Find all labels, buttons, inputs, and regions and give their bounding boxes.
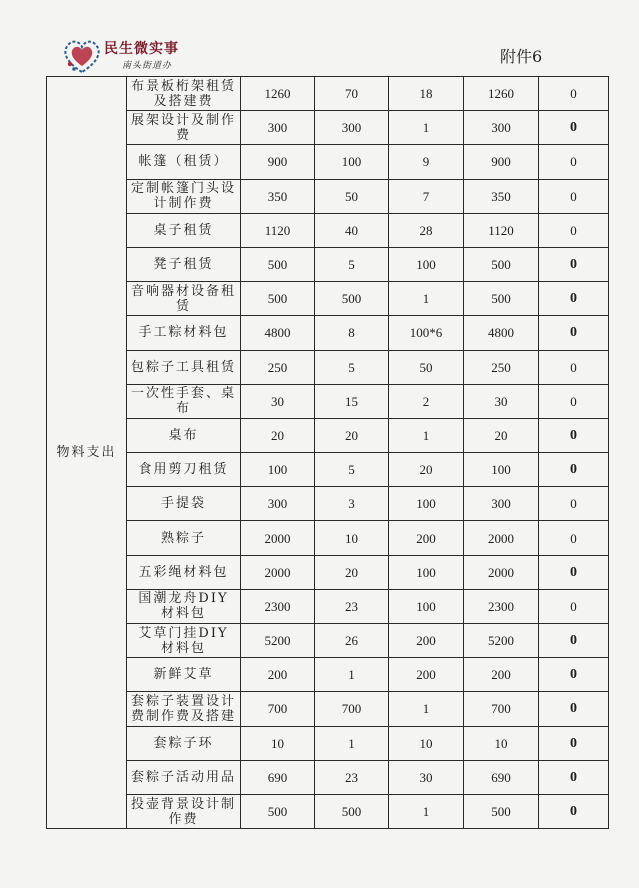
remainder-cell: 0	[539, 247, 609, 281]
unit-price-cell: 23	[315, 589, 389, 623]
total-cell: 350	[241, 179, 315, 213]
total-cell: 1260	[241, 77, 315, 111]
unit-price-cell: 700	[315, 692, 389, 726]
total-cell: 2000	[241, 555, 315, 589]
unit-price-cell: 1	[315, 658, 389, 692]
unit-price-cell: 100	[315, 145, 389, 179]
remainder-cell: 0	[539, 213, 609, 247]
quantity-cell: 1	[389, 418, 464, 452]
item-name-cell: 投壶背景设计制作费	[127, 794, 241, 828]
remainder-cell: 0	[539, 179, 609, 213]
amount-cell: 10	[464, 726, 539, 760]
quantity-cell: 200	[389, 521, 464, 555]
logo	[60, 34, 210, 78]
table-row	[47, 521, 609, 555]
total-cell: 500	[241, 247, 315, 281]
unit-price-cell: 40	[315, 213, 389, 247]
remainder-cell: 0	[539, 487, 609, 521]
total-cell: 5200	[241, 624, 315, 658]
item-name-cell: 熟粽子	[127, 521, 241, 555]
total-cell: 10	[241, 726, 315, 760]
item-name-cell: 套粽子活动用品	[127, 760, 241, 794]
remainder-cell: 0	[539, 384, 609, 418]
quantity-cell: 100	[389, 555, 464, 589]
unit-price-cell: 50	[315, 179, 389, 213]
total-cell: 1120	[241, 213, 315, 247]
amount-cell: 4800	[464, 316, 539, 350]
quantity-cell: 9	[389, 145, 464, 179]
unit-price-cell: 23	[315, 760, 389, 794]
unit-price-cell: 1	[315, 726, 389, 760]
quantity-cell: 20	[389, 453, 464, 487]
quantity-cell: 1	[389, 692, 464, 726]
remainder-cell: 0	[539, 316, 609, 350]
quantity-cell: 100	[389, 589, 464, 623]
item-name-cell: 包粽子工具租赁	[127, 350, 241, 384]
table-row	[47, 350, 609, 384]
quantity-cell: 100*6	[389, 316, 464, 350]
item-name-cell: 布景板桁架租赁及搭建费	[127, 77, 241, 111]
table-row	[47, 384, 609, 418]
table-row	[47, 692, 609, 726]
quantity-cell: 50	[389, 350, 464, 384]
remainder-cell: 0	[539, 77, 609, 111]
table-row	[47, 555, 609, 589]
unit-price-cell: 300	[315, 111, 389, 145]
table-row	[47, 145, 609, 179]
amount-cell: 700	[464, 692, 539, 726]
amount-cell: 2300	[464, 589, 539, 623]
amount-cell: 500	[464, 247, 539, 281]
quantity-cell: 7	[389, 179, 464, 213]
quantity-cell: 18	[389, 77, 464, 111]
item-name-cell: 凳子租赁	[127, 247, 241, 281]
item-name-cell: 食用剪刀租赁	[127, 453, 241, 487]
item-name-cell: 展架设计及制作费	[127, 111, 241, 145]
table-row	[47, 726, 609, 760]
total-cell: 20	[241, 418, 315, 452]
remainder-cell: 0	[539, 624, 609, 658]
remainder-cell: 0	[539, 726, 609, 760]
remainder-cell: 0	[539, 453, 609, 487]
amount-cell: 1260	[464, 77, 539, 111]
table-row	[47, 213, 609, 247]
total-cell: 500	[241, 282, 315, 316]
remainder-cell: 0	[539, 589, 609, 623]
remainder-cell: 0	[539, 282, 609, 316]
table-row	[47, 760, 609, 794]
logo-subtitle: 南头街道办	[122, 61, 173, 71]
table-row	[47, 453, 609, 487]
item-name-cell: 桌子租赁	[127, 213, 241, 247]
table-row	[47, 794, 609, 828]
total-cell: 4800	[241, 316, 315, 350]
amount-cell: 1120	[464, 213, 539, 247]
table-row	[47, 658, 609, 692]
remainder-cell: 0	[539, 760, 609, 794]
total-cell: 300	[241, 487, 315, 521]
remainder-cell: 0	[539, 521, 609, 555]
amount-cell: 200	[464, 658, 539, 692]
quantity-cell: 1	[389, 794, 464, 828]
amount-cell: 500	[464, 282, 539, 316]
table-row	[47, 487, 609, 521]
amount-cell: 5200	[464, 624, 539, 658]
total-cell: 500	[241, 794, 315, 828]
category-cell: 物料支出	[47, 77, 127, 829]
amount-cell: 2000	[464, 555, 539, 589]
table-row	[47, 247, 609, 281]
amount-cell: 690	[464, 760, 539, 794]
table-row	[47, 316, 609, 350]
amount-cell: 100	[464, 453, 539, 487]
remainder-cell: 0	[539, 350, 609, 384]
total-cell: 690	[241, 760, 315, 794]
item-name-cell: 手工粽材料包	[127, 316, 241, 350]
total-cell: 2300	[241, 589, 315, 623]
item-name-cell: 帐篷（租赁）	[127, 145, 241, 179]
amount-cell: 300	[464, 111, 539, 145]
total-cell: 30	[241, 384, 315, 418]
unit-price-cell: 500	[315, 282, 389, 316]
amount-cell: 250	[464, 350, 539, 384]
expense-table	[46, 76, 609, 829]
item-name-cell: 艾草门挂DIY材料包	[127, 624, 241, 658]
unit-price-cell: 8	[315, 316, 389, 350]
unit-price-cell: 5	[315, 350, 389, 384]
unit-price-cell: 26	[315, 624, 389, 658]
item-name-cell: 定制帐篷门头设计制作费	[127, 179, 241, 213]
remainder-cell: 0	[539, 418, 609, 452]
remainder-cell: 0	[539, 692, 609, 726]
quantity-cell: 200	[389, 658, 464, 692]
item-name-cell: 桌布	[127, 418, 241, 452]
amount-cell: 500	[464, 794, 539, 828]
table-row	[47, 179, 609, 213]
remainder-cell: 0	[539, 145, 609, 179]
unit-price-cell: 70	[315, 77, 389, 111]
quantity-cell: 10	[389, 726, 464, 760]
item-name-cell: 手提袋	[127, 487, 241, 521]
item-name-cell: 五彩绳材料包	[127, 555, 241, 589]
table-row	[47, 589, 609, 623]
amount-cell: 30	[464, 384, 539, 418]
remainder-cell: 0	[539, 555, 609, 589]
unit-price-cell: 15	[315, 384, 389, 418]
unit-price-cell: 5	[315, 247, 389, 281]
item-name-cell: 套粽子装置设计费制作费及搭建	[127, 692, 241, 726]
amount-cell: 300	[464, 487, 539, 521]
item-name-cell: 国潮龙舟DIY材料包	[127, 589, 241, 623]
total-cell: 200	[241, 658, 315, 692]
total-cell: 250	[241, 350, 315, 384]
item-name-cell: 一次性手套、桌布	[127, 384, 241, 418]
unit-price-cell: 5	[315, 453, 389, 487]
attachment-label: 附件6	[500, 47, 543, 66]
quantity-cell: 200	[389, 624, 464, 658]
unit-price-cell: 500	[315, 794, 389, 828]
logo-title: 民生微实事	[104, 41, 179, 57]
table-row	[47, 282, 609, 316]
table-row	[47, 624, 609, 658]
total-cell: 900	[241, 145, 315, 179]
unit-price-cell: 3	[315, 487, 389, 521]
remainder-cell: 0	[539, 658, 609, 692]
total-cell: 700	[241, 692, 315, 726]
quantity-cell: 28	[389, 213, 464, 247]
quantity-cell: 100	[389, 487, 464, 521]
unit-price-cell: 20	[315, 555, 389, 589]
remainder-cell: 0	[539, 794, 609, 828]
total-cell: 300	[241, 111, 315, 145]
total-cell: 2000	[241, 521, 315, 555]
quantity-cell: 1	[389, 111, 464, 145]
total-cell: 100	[241, 453, 315, 487]
item-name-cell: 新鲜艾草	[127, 658, 241, 692]
amount-cell: 20	[464, 418, 539, 452]
quantity-cell: 100	[389, 247, 464, 281]
item-name-cell: 音响器材设备租赁	[127, 282, 241, 316]
unit-price-cell: 10	[315, 521, 389, 555]
table-row	[47, 418, 609, 452]
unit-price-cell: 20	[315, 418, 389, 452]
remainder-cell: 0	[539, 111, 609, 145]
quantity-cell: 1	[389, 282, 464, 316]
table-row	[47, 111, 609, 145]
table-row	[47, 77, 609, 111]
heart-logo-icon	[60, 34, 104, 78]
amount-cell: 2000	[464, 521, 539, 555]
item-name-cell: 套粽子环	[127, 726, 241, 760]
amount-cell: 350	[464, 179, 539, 213]
quantity-cell: 30	[389, 760, 464, 794]
amount-cell: 900	[464, 145, 539, 179]
quantity-cell: 2	[389, 384, 464, 418]
